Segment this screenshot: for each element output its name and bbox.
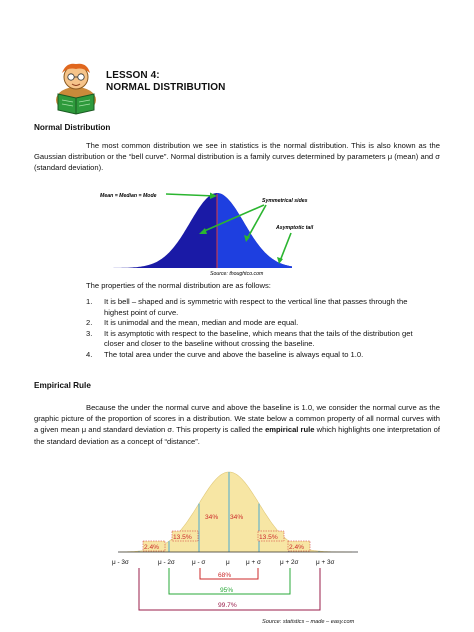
empirical-bell-area bbox=[120, 472, 352, 552]
properties-list bbox=[86, 297, 422, 361]
symmetry-arrow-right bbox=[247, 205, 266, 239]
figure1-source: Source: thoughtco.com bbox=[210, 271, 264, 277]
intro-paragraph bbox=[34, 140, 440, 174]
property-number: 2. bbox=[86, 318, 93, 328]
bracket-99-7-label: 99.7% bbox=[218, 602, 237, 609]
figure2-source: Source: statistics – made – easy.com bbox=[262, 619, 355, 625]
percent-2-4-right: 2.4% bbox=[289, 544, 305, 551]
bracket-68-label: 68% bbox=[218, 572, 232, 579]
property-number: 1. bbox=[86, 297, 93, 306]
property-text: It is bell – shaped and is symmetric with respect to the vertical line that passes through the highest point of curve. bbox=[104, 297, 408, 317]
section-heading-normal-distribution: Normal Distribution bbox=[34, 123, 111, 132]
property-number: 3. bbox=[86, 328, 93, 338]
property-text: It is unimodal and the mean, median and mode are equal. bbox=[104, 318, 299, 328]
reading-student-icon bbox=[52, 60, 100, 116]
property-text: The total area under the curve and above the baseline is always equal to 1.0. bbox=[104, 349, 364, 359]
intro-paragraph-text: The most common distribution we see in statistics is the normal distribution. This is also known as the Gaussian distribution or the “bell curve”. Normal distribution is a family curves determined by parameters μ (mean) and σ (standard deviation). bbox=[34, 141, 440, 173]
empirical-paragraph-text bbox=[34, 402, 440, 447]
empirical-text-after: which highlights one interpretation of the standard deviation as a concept of “distance”. bbox=[34, 425, 441, 446]
empirical-rule-term: empirical rule bbox=[265, 425, 315, 435]
percent-2-4-left: 2.4% bbox=[144, 544, 160, 551]
mean-median-mode-label: Mean = Median = Mode bbox=[100, 193, 157, 199]
empirical-rule-figure bbox=[112, 468, 362, 614]
axis-label-minus-2-sigma: μ - 2σ bbox=[158, 559, 175, 566]
property-item-4 bbox=[86, 350, 422, 361]
properties-intro: The properties of the normal distribution are as follows: bbox=[86, 281, 271, 290]
property-text: It is asymptotic with respect to the baseline, which means that the tails of the distribution get closer and closer to the baseline without crossing the baseline. bbox=[104, 328, 413, 349]
percent-34-left: 34% bbox=[205, 514, 219, 521]
axis-label-plus-sigma: μ + σ bbox=[246, 559, 261, 566]
lesson-number: LESSON 4: bbox=[106, 70, 160, 81]
reading-student-illustration bbox=[52, 60, 100, 116]
normal-curve-figure bbox=[96, 186, 324, 278]
axis-label-plus-3-sigma: μ + 3σ bbox=[316, 559, 335, 566]
axis-label-minus-sigma: μ - σ bbox=[192, 559, 206, 566]
property-item-2 bbox=[86, 318, 422, 329]
mean-arrow bbox=[166, 194, 215, 196]
axis-label-mean: μ bbox=[226, 559, 230, 566]
sigma-dividers bbox=[139, 472, 319, 552]
property-number: 4. bbox=[86, 349, 93, 359]
tail-arrow bbox=[280, 233, 291, 261]
lesson-heading bbox=[106, 70, 226, 94]
percent-13-5-left: 13.5% bbox=[173, 534, 192, 541]
lesson-title: NORMAL DISTRIBUTION bbox=[106, 82, 226, 93]
section-heading-empirical-rule: Empirical Rule bbox=[34, 381, 91, 390]
bracket-95-label: 95% bbox=[220, 587, 234, 594]
percent-34-right: 34% bbox=[230, 514, 244, 521]
empirical-paragraph bbox=[34, 402, 440, 447]
property-item-1 bbox=[86, 297, 422, 318]
axis-label-plus-2-sigma: μ + 2σ bbox=[280, 559, 299, 566]
symmetrical-sides-label: Symmetrical sides bbox=[262, 198, 308, 204]
asymptotic-tail-label: Asymptotic tail bbox=[276, 225, 314, 231]
empirical-text-before: Because the under the normal curve and above the baseline is 1.0, we consider the normal curve as the graphic picture of the proportion of scores in a distribution. We state below a common property of all normal curves with a given mean μ and standard deviation σ. This property is called the bbox=[34, 403, 440, 435]
property-item-3 bbox=[86, 329, 422, 350]
percent-13-5-right: 13.5% bbox=[259, 534, 278, 541]
axis-label-minus-3-sigma: μ - 3σ bbox=[112, 559, 129, 566]
